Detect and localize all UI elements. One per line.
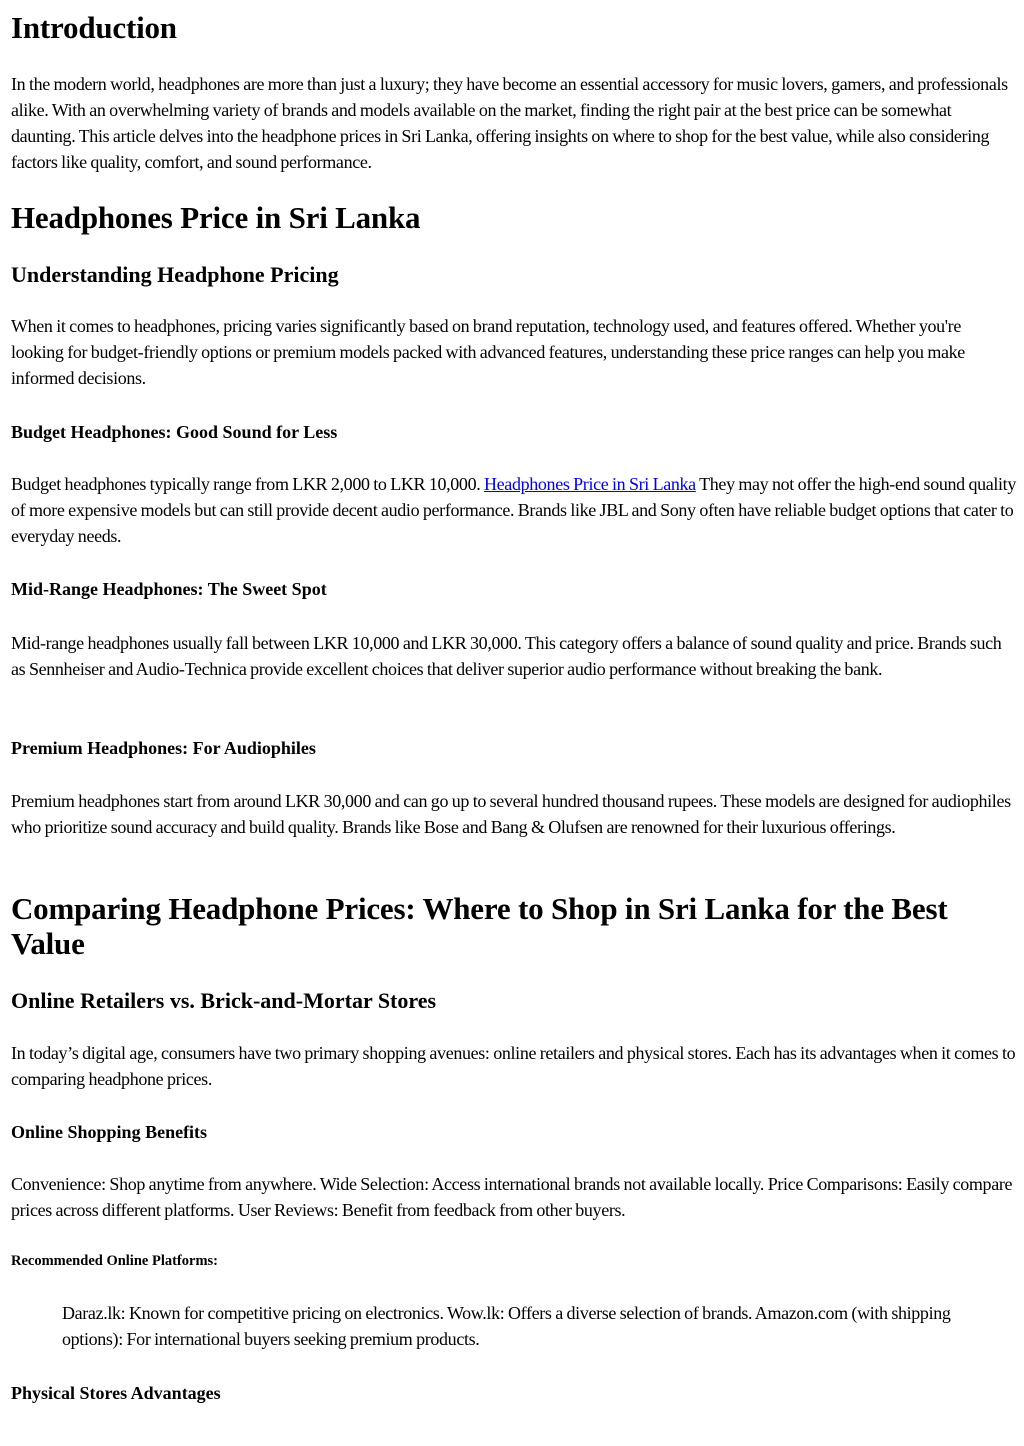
compare-heading: Comparing Headphone Prices: Where to Shop in Sri Lanka for the Best Value bbox=[11, 891, 948, 961]
price-heading: Headphones Price in Sri Lanka bbox=[11, 200, 421, 235]
online-benefits-heading: Online Shopping Benefits bbox=[11, 1122, 208, 1142]
budget-heading: Budget Headphones: Good Sound for Less bbox=[11, 422, 338, 442]
retail-paragraph: In today’s digital age, consumers have two primary shopping avenues: online retailers and physical stores. Each has its advantages when it comes to comparing headphone prices. bbox=[11, 1043, 1016, 1089]
online-benefits-paragraph: Convenience: Shop anytime from anywhere. Wide Selection: Access international brands not available locally. Price Comparisons: Easily compare prices across different platforms. User Reviews: Benefit from feedback from other buyers. bbox=[11, 1174, 1013, 1220]
premium-paragraph: Premium headphones start from around LKR 30,000 and can go up to several hundred thousand rupees. These models are designed for audiophiles who prioritize sound accuracy and build quality. Brands like Bose and Bang & Olufsen are renowned for their luxurious offerings. bbox=[11, 791, 1011, 837]
platforms-heading: Recommended Online Platforms: bbox=[11, 1253, 218, 1269]
physical-stores-heading: Physical Stores Advantages bbox=[11, 1383, 221, 1403]
budget-paragraph bbox=[11, 471, 1017, 549]
premium-heading: Premium Headphones: For Audiophiles bbox=[11, 738, 316, 758]
introduction-heading: Introduction bbox=[11, 10, 177, 45]
budget-text-after: They may not offer the high-end sound quality of more expensive models but can still provide decent audio performance. Brands like JBL and Sony often have reliable budget options that cater to everyday needs. bbox=[11, 474, 1016, 546]
introduction-paragraph: In the modern world, headphones are more than just a luxury; they have become an essential accessory for music lovers, gamers, and professionals alike. With an overwhelming variety of brands and models available on the market, finding the right pair at the best price can be somewhat daunting. This article delves into the headphone prices in Sri Lanka, offering insights on where to shop for the best value, while also considering factors like quality, comfort, and sound performance. bbox=[11, 74, 1008, 172]
pricing-subheading: Understanding Headphone Pricing bbox=[11, 262, 339, 287]
budget-text-before: Budget headphones typically range from LKR 2,000 to LKR 10,000. bbox=[11, 474, 485, 494]
pricing-paragraph: When it comes to headphones, pricing varies significantly based on brand reputation, technology used, and features offered. Whether you're looking for budget-friendly options or premium models packed with advanced features, understanding these price ranges can help you make informed decisions. bbox=[11, 316, 965, 388]
headphones-price-link[interactable]: Headphones Price in Sri Lanka bbox=[484, 474, 696, 494]
retail-subheading: Online Retailers vs. Brick-and-Mortar Stores bbox=[11, 988, 437, 1013]
midrange-heading: Mid-Range Headphones: The Sweet Spot bbox=[11, 579, 327, 599]
platforms-paragraph: Daraz.lk: Known for competitive pricing on electronics. Wow.lk: Offers a diverse selection of brands. Amazon.com (with shipping options): For international buyers seeking premium products. bbox=[62, 1303, 951, 1349]
midrange-paragraph: Mid-range headphones usually fall between LKR 10,000 and LKR 30,000. This category offers a balance of sound quality and price. Brands such as Sennheiser and Audio-Technica provide excellent choices that deliver superior audio performance without breaking the bank. bbox=[11, 633, 1002, 679]
